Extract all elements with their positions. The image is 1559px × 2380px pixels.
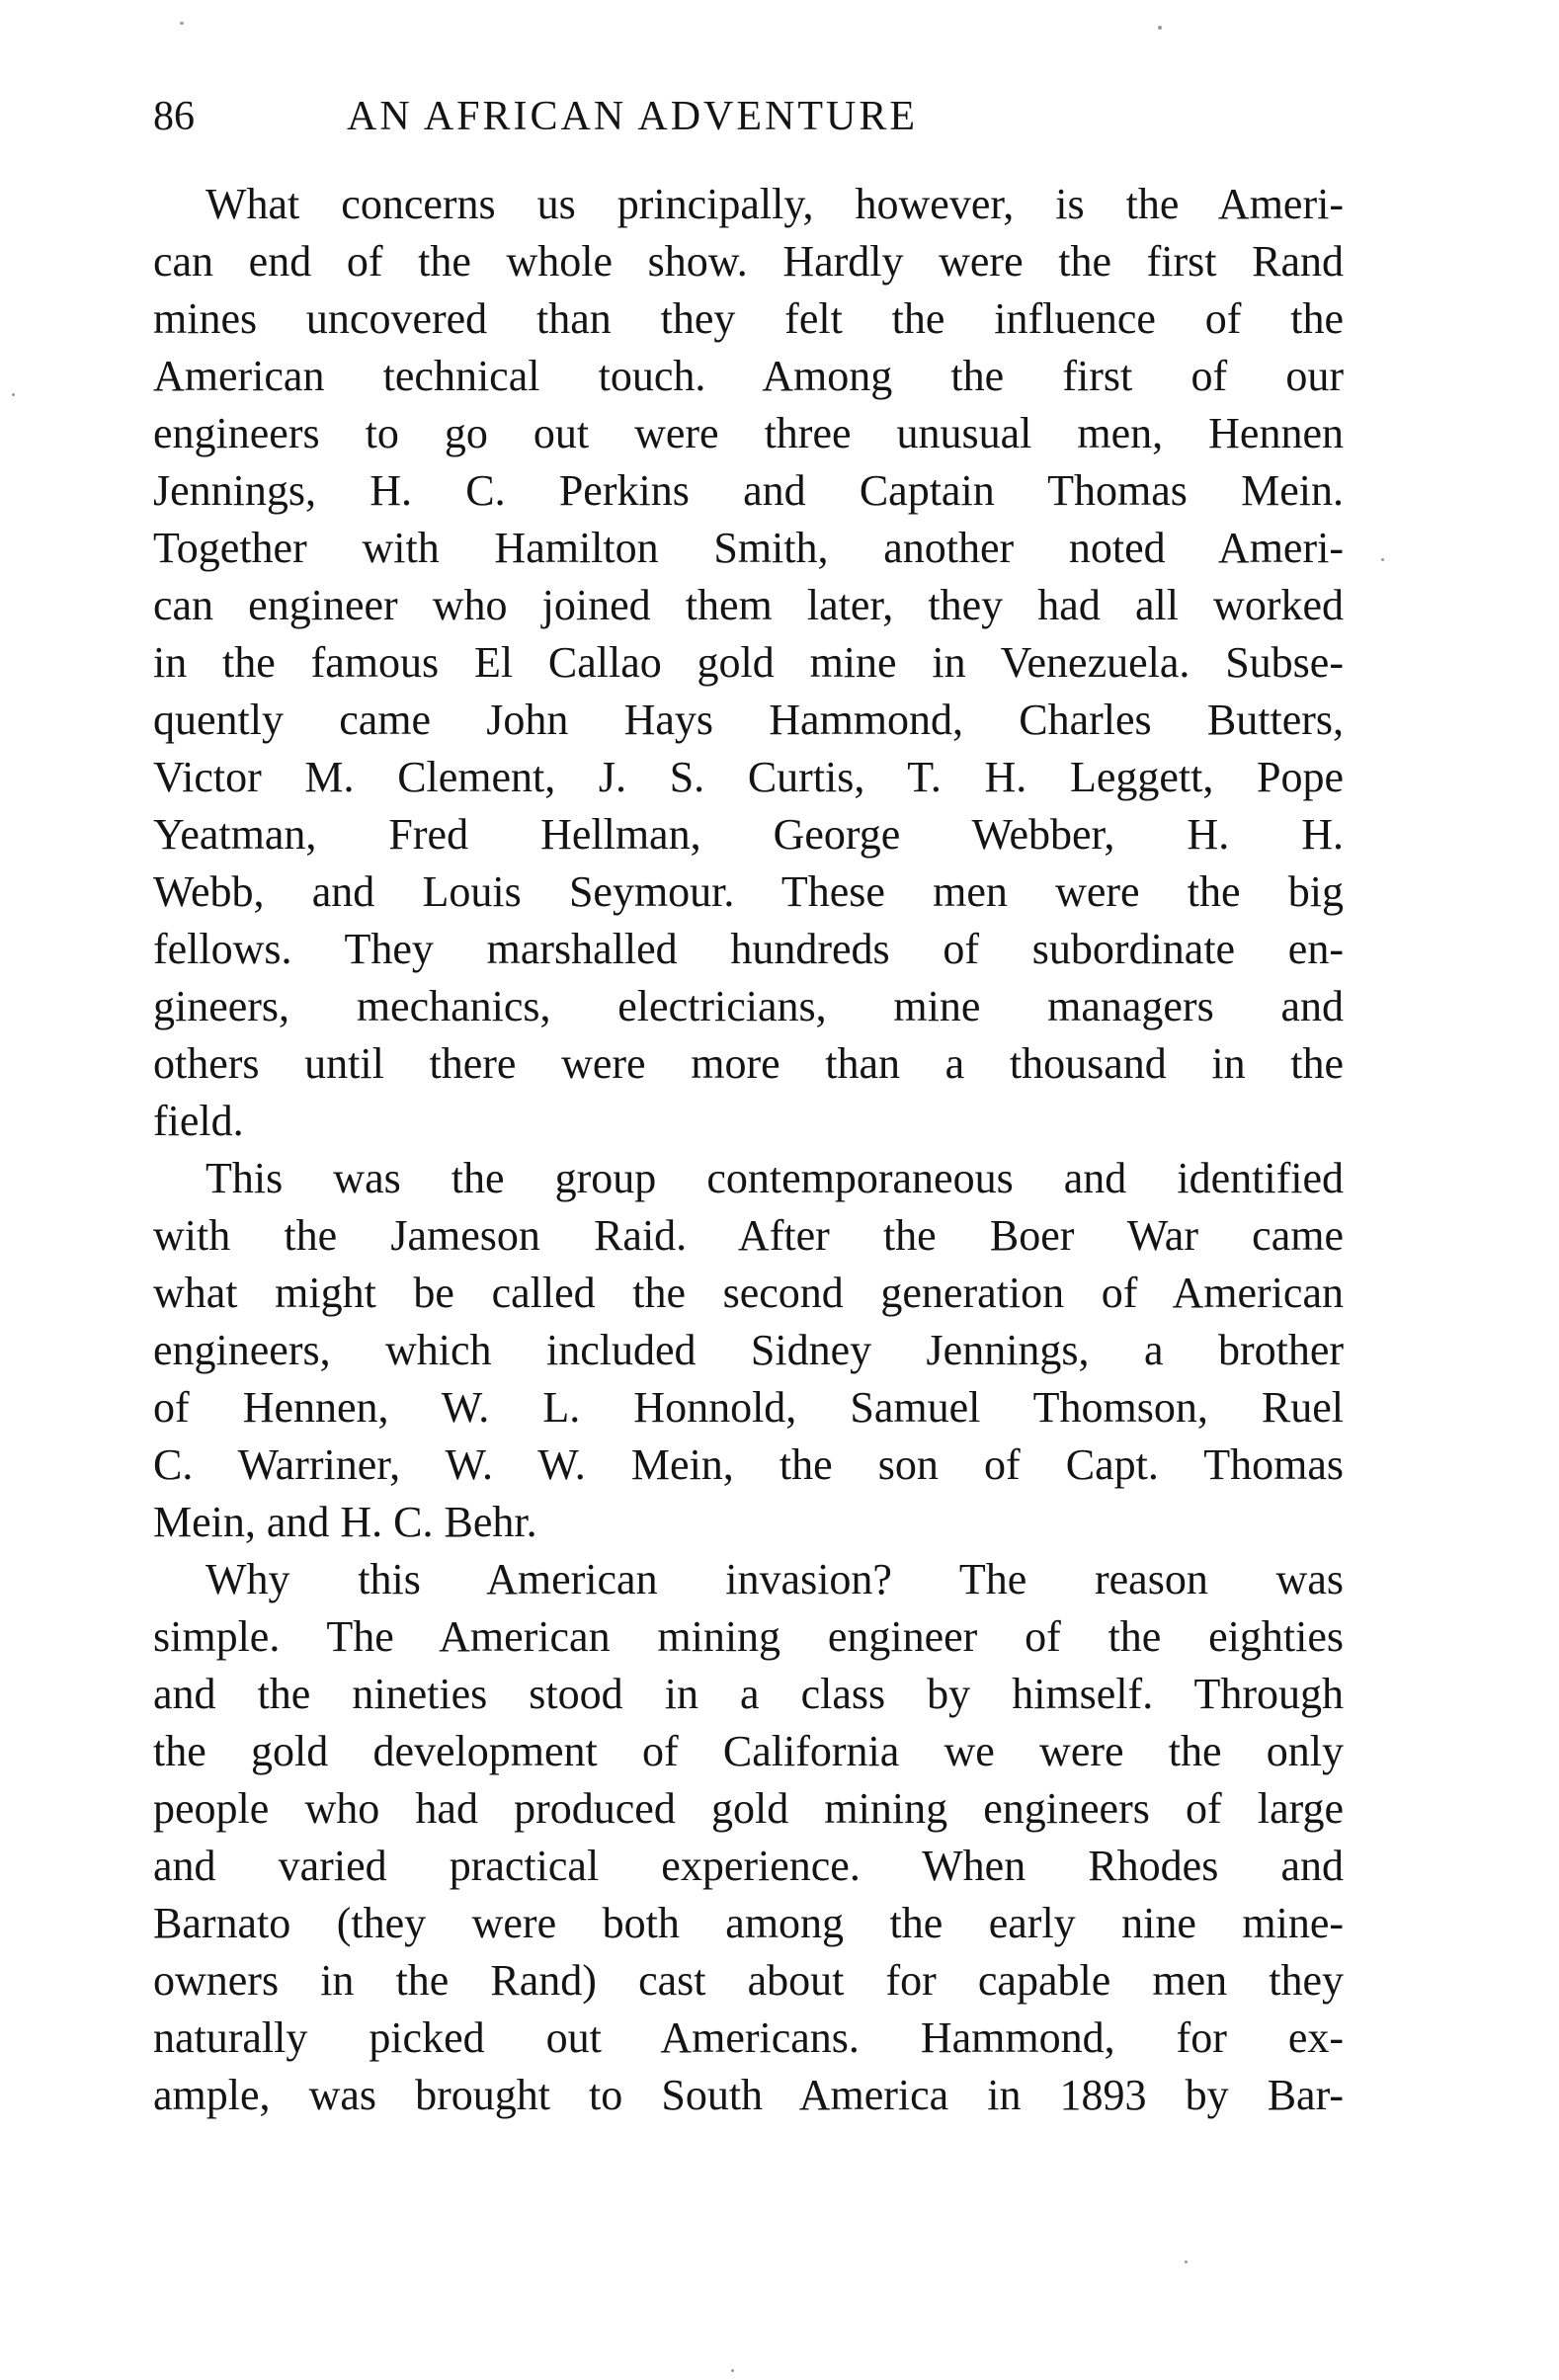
running-title: AN AFRICAN ADVENTURE [347,94,919,139]
body-text [153,176,1344,2124]
scan-speck [1185,2260,1188,2263]
text-line: What concerns us principally, however, is the Ameri- [205,180,1344,228]
scan-speck [1381,558,1384,561]
text-line: fellows. They marshalled hundreds of subordinate en- [153,925,1344,973]
text-line: others until there were more than a thousand in the [153,1039,1344,1088]
text-line: Together with Hamilton Smith, another noted Ameri- [153,524,1344,572]
text-line: Victor M. Clement, J. S. Curtis, T. H. Leggett, Pope [153,753,1344,801]
text-line: C. Warriner, W. W. Mein, the son of Capt. Thomas [153,1440,1344,1489]
text-line: This was the group contemporaneous and identified [205,1154,1344,1202]
text-line: Mein, and H. C. Behr. [153,1498,537,1546]
text-line: engineers, which included Sidney Jennings, a brother [153,1326,1344,1374]
running-head [153,87,1344,146]
text-line: in the famous El Callao gold mine in Venezuela. Subse- [153,638,1344,687]
paragraph-3 [153,1551,1344,2124]
text-line: and varied practical experience. When Rhodes and [153,1842,1344,1890]
scan-speck [180,22,184,25]
text-line: Yeatman, Fred Hellman, George Webber, H. H. [153,810,1344,859]
text-line: Jennings, H. C. Perkins and Captain Thomas Mein. [153,466,1344,515]
text-line: of Hennen, W. L. Honnold, Samuel Thomson, Ruel [153,1383,1344,1432]
text-line: ample, was brought to South America in 1893 by Bar- [153,2071,1344,2119]
text-line: naturally picked out Americans. Hammond, for ex- [153,2013,1344,2062]
text-line: engineers to go out were three unusual men, Hennen [153,409,1344,457]
text-line: quently came John Hays Hammond, Charles Butters, [153,696,1344,744]
text-line: Why this American invasion? The reason was [205,1555,1344,1603]
paragraph-1 [153,176,1344,1150]
text-line: can engineer who joined them later, they had all worked [153,581,1344,629]
text-line: field. [153,1097,244,1145]
scan-speck [1158,26,1162,30]
text-line: gineers, mechanics, electricians, mine managers and [153,982,1344,1030]
text-line: people who had produced gold mining engineers of large [153,1784,1344,1833]
text-line: what might be called the second generation of American [153,1269,1344,1317]
scan-speck [731,2369,734,2372]
page-number: 86 [153,94,195,139]
text-line: can end of the whole show. Hardly were the first Rand [153,237,1344,286]
paragraph-2 [153,1150,1344,1551]
text-line: mines uncovered than they felt the influence of the [153,294,1344,343]
text-line: the gold development of California we were the only [153,1727,1344,1775]
scan-speck [12,393,15,396]
text-line: owners in the Rand) cast about for capable men they [153,1956,1344,2005]
text-line: Barnato (they were both among the early nine mine- [153,1899,1344,1947]
text-line: with the Jameson Raid. After the Boer War came [153,1211,1344,1260]
text-line: Webb, and Louis Seymour. These men were the big [153,867,1344,916]
text-line: American technical touch. Among the first of our [153,352,1344,400]
text-line: simple. The American mining engineer of the eighties [153,1612,1344,1661]
text-line: and the nineties stood in a class by himself. Through [153,1670,1344,1718]
